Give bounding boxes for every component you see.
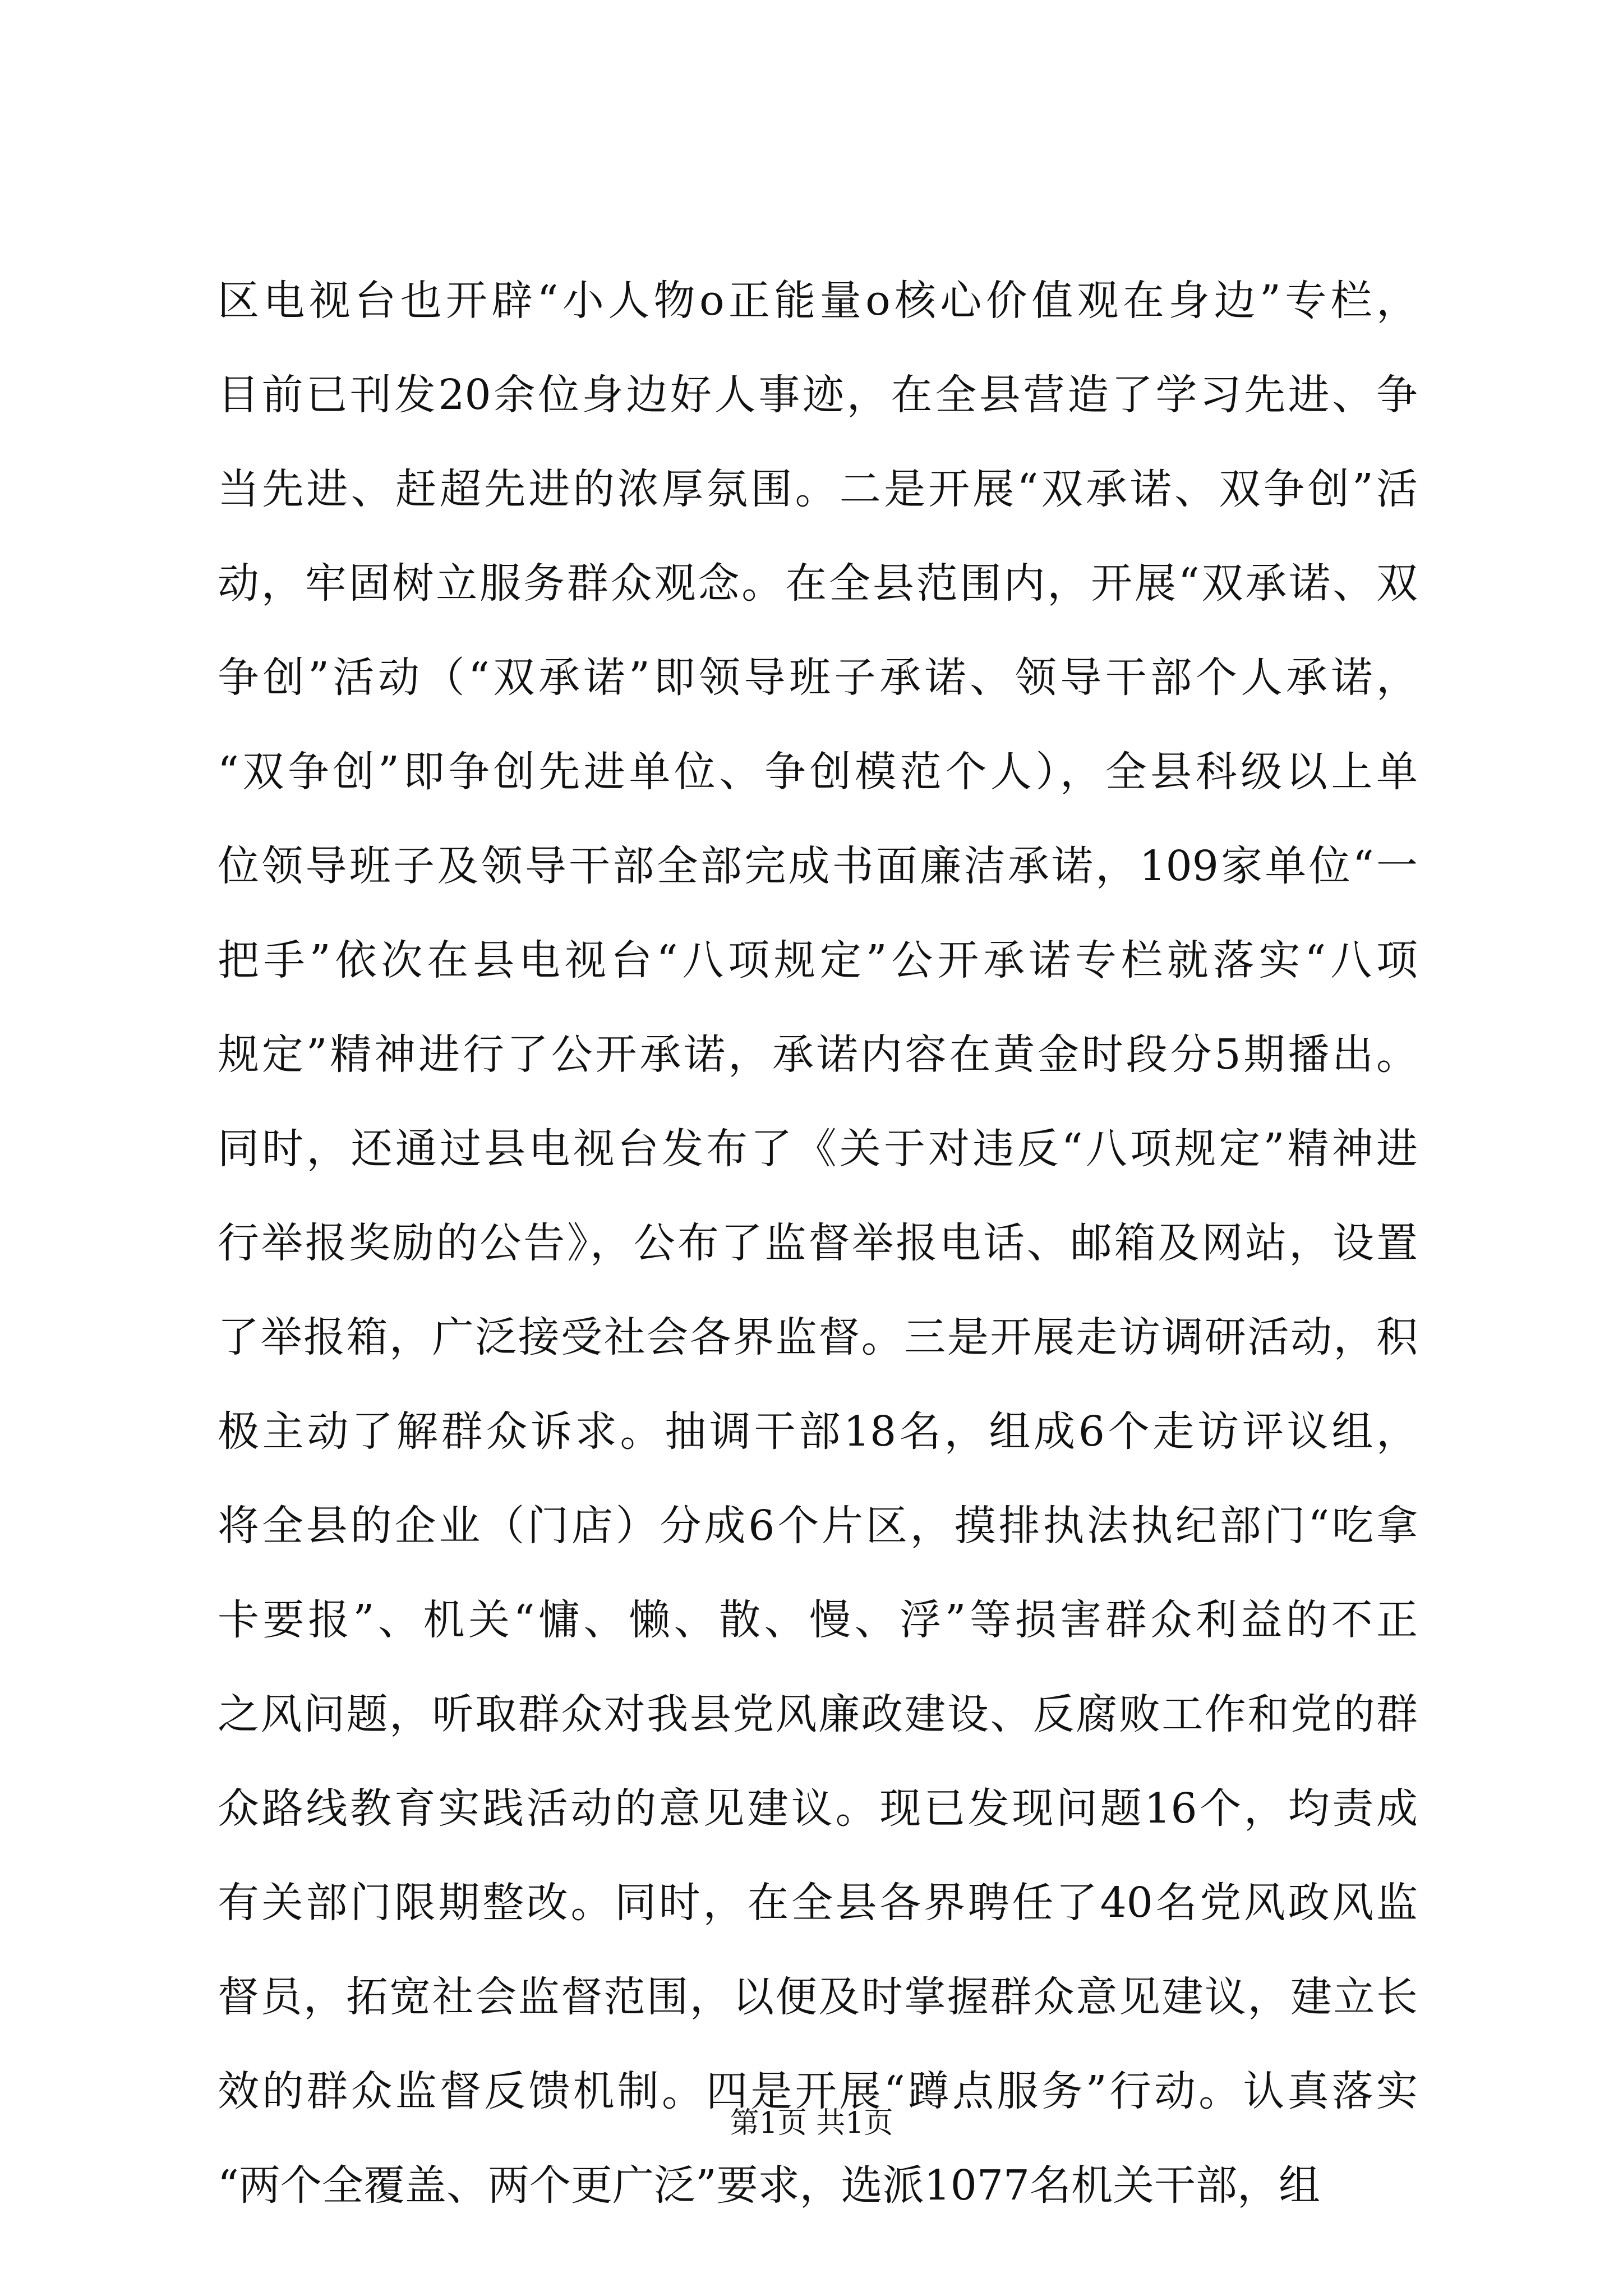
text-line: 区电视台也开辟“小人物o正能量o核心价值观在身边”专栏， xyxy=(218,277,1418,325)
text-line: 众路线教育实践活动的意见建议。现已发现问题16个，均责成 xyxy=(218,1784,1418,1833)
text-line: 极主动了解群众诉求。抽调干部18名，组成6个走访评议组， xyxy=(218,1407,1418,1456)
text-line: 当先进、赶超先进的浓厚氛围。二是开展“双承诺、双争创”活 xyxy=(218,465,1418,513)
text-line: “两个全覆盖、两个更广泛”要求，选派1077名机关干部，组 xyxy=(218,2161,1320,2210)
text-line: 效的群众监督反馈机制。四是开展“蹲点服务”行动。认真落实 xyxy=(218,2067,1418,2115)
text-line: 督员，拓宽社会监督范围，以便及时掌握群众意见建议，建立长 xyxy=(218,1973,1418,2021)
text-line: 争创”活动（“双承诺”即领导班子承诺、领导干部个人承诺， xyxy=(218,654,1418,702)
body-text xyxy=(218,254,1418,2233)
text-line: 之风问题，听取群众对我县党风廉政建设、反腐败工作和党的群 xyxy=(218,1690,1418,1738)
text-line: “双争创”即争创先进单位、争创模范个人），全县科级以上单 xyxy=(218,748,1418,796)
text-line: 规定”精神进行了公开承诺，承诺内容在黄金时段分5期播出。 xyxy=(218,1030,1418,1079)
text-line: 位领导班子及领导干部全部完成书面廉洁承诺，109家单位“一 xyxy=(218,842,1418,890)
text-line: 同时，还通过县电视台发布了《关于对违反“八项规定”精神进 xyxy=(218,1125,1418,1173)
page-footer: 第1页 共1页 xyxy=(730,2106,893,2140)
text-line: 目前已刊发20余位身边好人事迹，在全县营造了学习先进、争 xyxy=(218,371,1418,419)
text-line: 将全县的企业（门店）分成6个片区，摸排执法执纪部门“吃拿 xyxy=(218,1502,1418,1550)
text-line: 动，牢固树立服务群众观念。在全县范围内，开展“双承诺、双 xyxy=(218,559,1418,608)
text-line: 有关部门限期整改。同时，在全县各界聘任了40名党风政风监 xyxy=(218,1879,1418,1927)
text-line: 行举报奖励的公告》，公布了监督举报电话、邮箱及网站，设置 xyxy=(218,1219,1418,1267)
text-line: 把手”依次在县电视台“八项规定”公开承诺专栏就落实“八项 xyxy=(218,936,1418,984)
text-line: 卡要报”、机关“慵、懒、散、慢、浮”等损害群众利益的不正 xyxy=(218,1596,1418,1644)
text-line: 了举报箱，广泛接受社会各界监督。三是开展走访调研活动，积 xyxy=(218,1313,1418,1361)
